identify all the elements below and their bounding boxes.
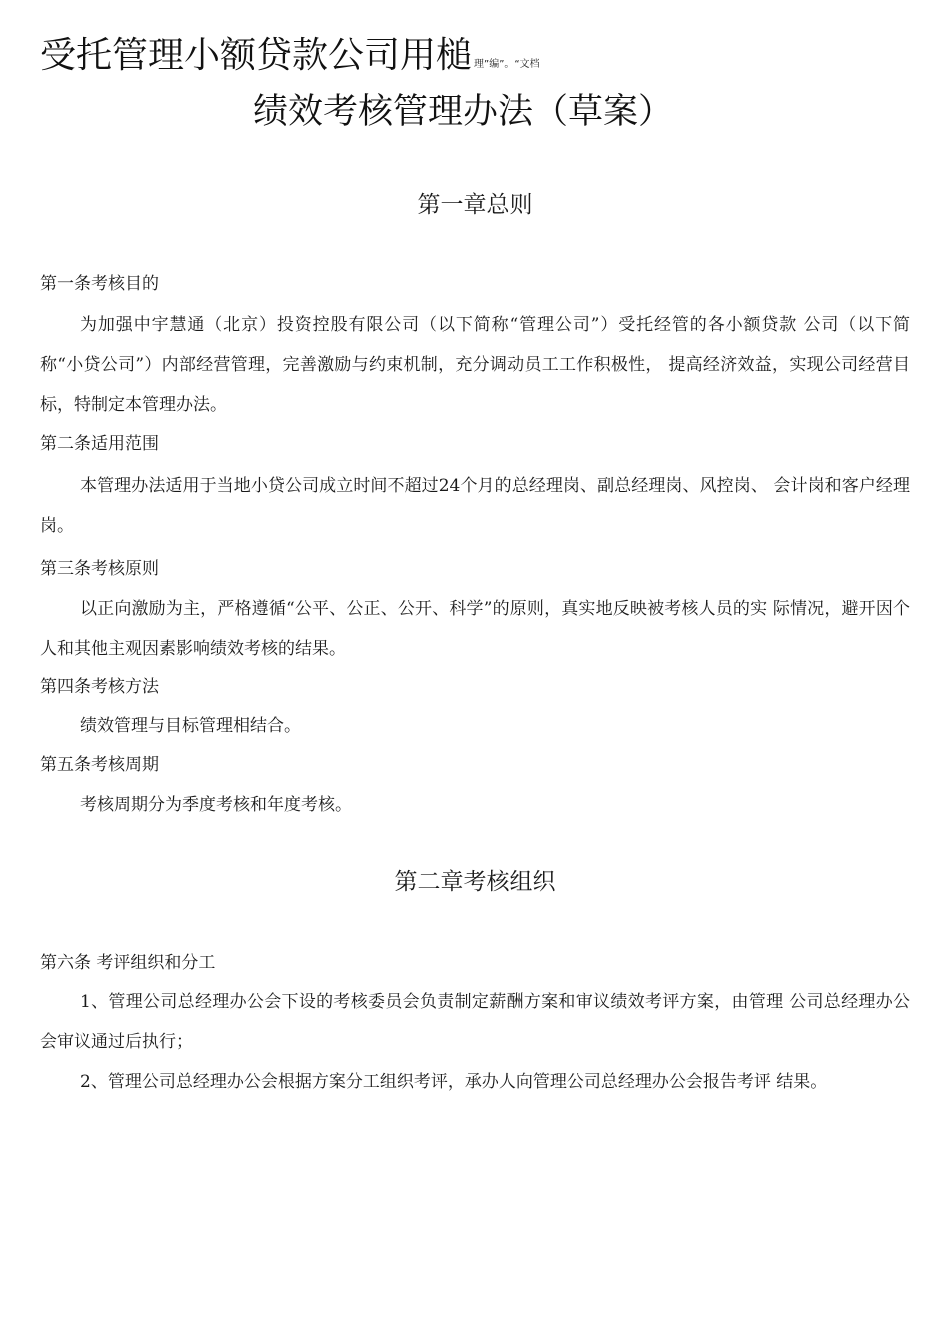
chapter-heading: 第二章考核组织 bbox=[394, 869, 556, 895]
article-heading: 第三条考核原则 bbox=[40, 559, 159, 579]
document-title-line1 bbox=[40, 32, 540, 89]
article-paragraph: 为加强中宇慧通（北京）投资控股有限公司（以下简称“管理公司”）受托经管的各小额贷款 公司（以下简称“小贷公司”）内部经营管理，完善激励与约束机制，充分调动员工工作积极性， 提高经济效益，实现公司经营目标，特制定本管理办法。 bbox=[40, 315, 910, 415]
article-heading: 第四条考核方法 bbox=[40, 677, 159, 697]
document-title-line2: 绩效考核管理办法（草案） bbox=[253, 92, 674, 132]
article-paragraph: 本管理办法适用于当地小贷公司成立时间不超过24个月的总经理岗、副总经理岗、风控岗、 会计岗和客户经理岗。 bbox=[40, 476, 910, 536]
title-main-text: 受托管理小额贷款公司用槌 bbox=[40, 35, 473, 76]
article-heading: 第六条 考评组织和分工 bbox=[40, 953, 216, 973]
title-artifact-text: 理”编”。“文档 bbox=[474, 59, 540, 70]
article-paragraph: 绩效管理与目标管理相结合。 bbox=[80, 716, 301, 736]
article-paragraph: 考核周期分为季度考核和年度考核。 bbox=[80, 795, 352, 815]
article-list-item: 1、管理公司总经理办公会下设的考核委员会负责制定薪酬方案和审议绩效考评方案，由管理 公司总经理办公会审议通过后执行； bbox=[40, 992, 910, 1052]
article-heading: 第二条适用范围 bbox=[40, 434, 159, 454]
article-list-item: 2、管理公司总经理办公会根据方案分工组织考评，承办人向管理公司总经理办公会报告考评 结果。 bbox=[80, 1072, 828, 1092]
chapter-heading: 第一章总则 bbox=[417, 192, 533, 218]
article-heading: 第五条考核周期 bbox=[40, 755, 159, 775]
article-heading: 第一条考核目的 bbox=[40, 274, 159, 294]
article-paragraph: 以正向激励为主，严格遵循“公平、公正、公开、科学”的原则，真实地反映被考核人员的实 际情况，避开因个人和其他主观因素影响绩效考核的结果。 bbox=[40, 599, 910, 659]
